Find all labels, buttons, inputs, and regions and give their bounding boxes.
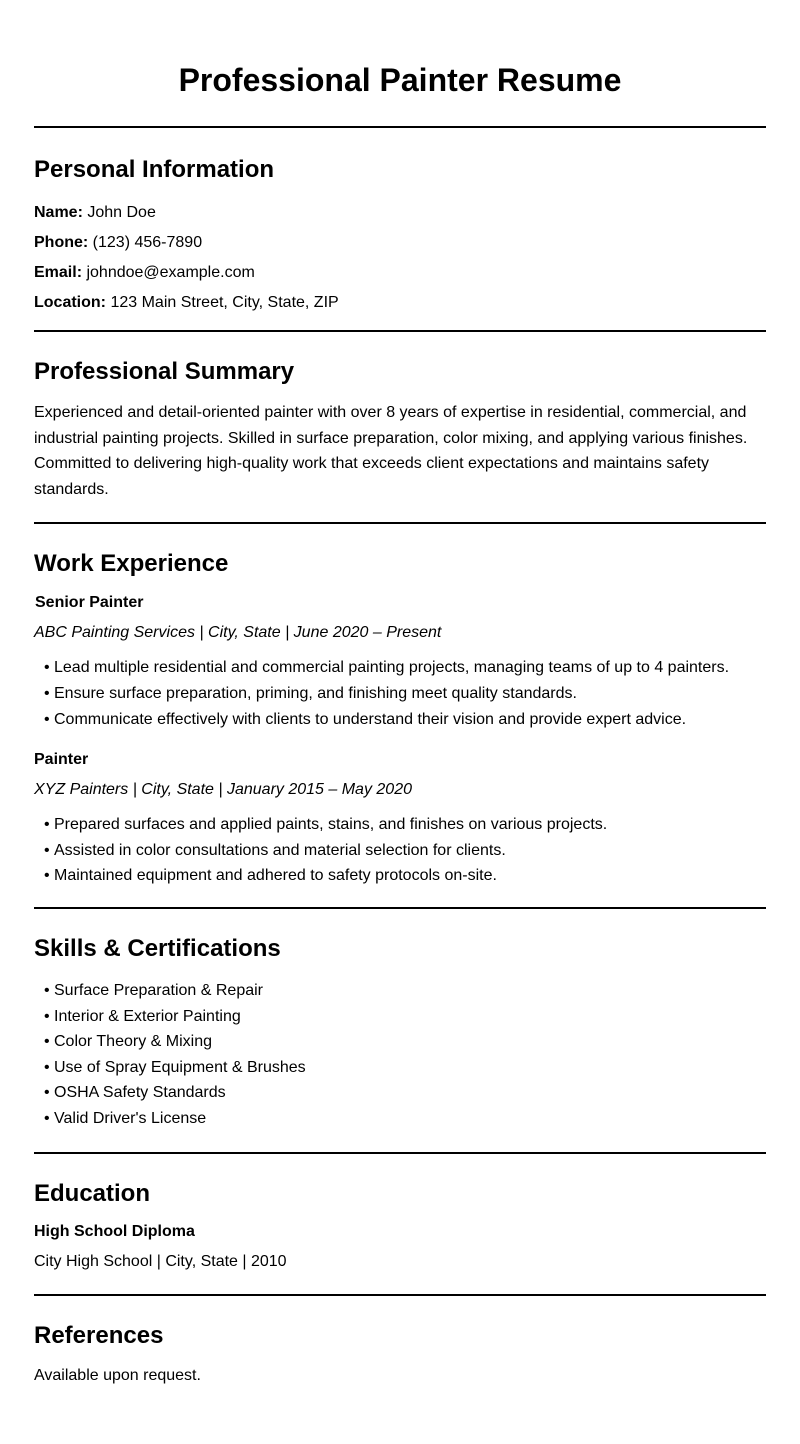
info-name bbox=[34, 198, 766, 228]
references-text: Available upon request. bbox=[34, 1366, 201, 1384]
info-phone bbox=[34, 228, 766, 258]
professional-summary-section bbox=[34, 332, 766, 502]
section-heading-references: References bbox=[34, 1321, 164, 1349]
education-section bbox=[34, 1154, 766, 1272]
list-item: • Valid Driver's License bbox=[44, 1106, 766, 1132]
list-item: • Lead multiple residential and commercial painting projects, managing teams of up to 4 painters. bbox=[44, 655, 766, 681]
job-title: Senior Painter bbox=[35, 594, 144, 612]
info-email bbox=[34, 258, 766, 288]
bullet-icon: • bbox=[44, 816, 50, 834]
job-entry bbox=[34, 579, 766, 732]
bullet-icon: • bbox=[44, 710, 50, 728]
info-value: (123) 456-7890 bbox=[92, 234, 203, 251]
section-heading-personal: Personal Information bbox=[34, 156, 275, 183]
bullet-icon: • bbox=[44, 1007, 50, 1025]
list-item: • Assisted in color consultations and material selection for clients. bbox=[44, 838, 766, 864]
job-duties bbox=[34, 812, 766, 889]
personal-information-section bbox=[34, 128, 766, 318]
info-label: Phone: bbox=[34, 234, 89, 251]
job-meta: ABC Painting Services | City, State | June 2020 – Present bbox=[34, 624, 442, 642]
job-meta: XYZ Painters | City, State | January 2015 – May 2020 bbox=[34, 781, 412, 799]
list-item: • Ensure surface preparation, priming, and finishing meet quality standards. bbox=[44, 681, 766, 707]
references-section bbox=[34, 1296, 766, 1389]
info-label: Email: bbox=[34, 264, 83, 281]
section-heading-education: Education bbox=[34, 1179, 151, 1207]
list-item: • OSHA Safety Standards bbox=[44, 1080, 766, 1106]
education-degree: High School Diploma bbox=[34, 1222, 195, 1240]
info-value: 123 Main Street, City, State, ZIP bbox=[110, 294, 339, 311]
job-duties bbox=[34, 655, 766, 732]
section-heading-summary: Professional Summary bbox=[34, 358, 295, 385]
list-item: • Communicate effectively with clients to understand their vision and provide expert advice. bbox=[44, 707, 766, 733]
info-label: Name: bbox=[34, 204, 83, 221]
bullet-icon: • bbox=[44, 684, 50, 702]
section-heading-skills: Skills & Certifications bbox=[34, 934, 281, 962]
info-label: Location: bbox=[34, 294, 106, 311]
work-experience-section bbox=[34, 524, 766, 889]
skills-list bbox=[34, 978, 766, 1132]
list-item: • Color Theory & Mixing bbox=[44, 1029, 766, 1055]
list-item: • Maintained equipment and adhered to safety protocols on-site. bbox=[44, 863, 766, 889]
bullet-icon: • bbox=[44, 1084, 50, 1102]
bullet-icon: • bbox=[44, 981, 50, 999]
bullet-icon: • bbox=[44, 1058, 50, 1076]
bullet-icon: • bbox=[44, 1033, 50, 1051]
bullet-icon: • bbox=[44, 659, 50, 677]
list-item: • Interior & Exterior Painting bbox=[44, 1004, 766, 1030]
job-title: Painter bbox=[34, 751, 89, 769]
skills-section bbox=[34, 909, 766, 1132]
section-heading-experience: Work Experience bbox=[34, 550, 229, 578]
education-meta: City High School | City, State | 2010 bbox=[34, 1252, 287, 1270]
page-title: Professional Painter Resume bbox=[178, 62, 622, 98]
list-item: • Prepared surfaces and applied paints, stains, and finishes on various projects. bbox=[44, 812, 766, 838]
bullet-icon: • bbox=[44, 841, 50, 859]
bullet-icon: • bbox=[44, 867, 50, 885]
info-value: John Doe bbox=[87, 204, 156, 221]
job-entry bbox=[34, 732, 766, 889]
bullet-icon: • bbox=[44, 1109, 50, 1127]
info-value: johndoe@example.com bbox=[86, 264, 255, 281]
summary-text: Experienced and detail-oriented painter with over 8 years of expertise in residential, commercial, and industrial painting projects. Skilled in surface preparation, color mixing, and applying various finishes. Committed to delivering high-quality work that exceeds client expectations and maintains safety standards. bbox=[34, 404, 748, 498]
list-item: • Use of Spray Equipment & Brushes bbox=[44, 1055, 766, 1081]
list-item: • Surface Preparation & Repair bbox=[44, 978, 766, 1004]
info-location bbox=[34, 288, 766, 318]
